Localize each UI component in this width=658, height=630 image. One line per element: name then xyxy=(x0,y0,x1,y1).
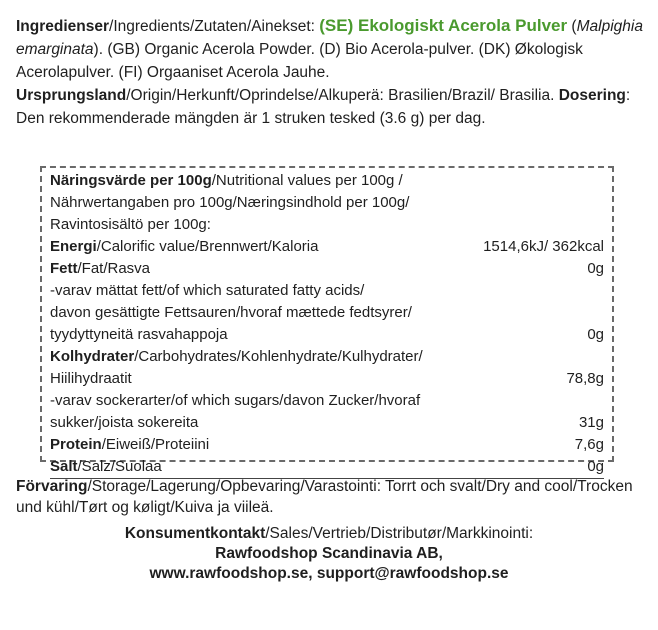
latin-name: Malpighia emarginata xyxy=(16,18,643,58)
storage-label: Förvaring xyxy=(16,478,88,495)
nutrition-row-carbs-2 xyxy=(50,368,604,390)
ingredients-section xyxy=(16,14,644,130)
contact-label: Konsumentkontakt xyxy=(124,525,266,542)
nutrition-row-saturated-2 xyxy=(50,302,604,324)
nutrition-header-text-3: Ravintosisältö per 100g: xyxy=(50,216,211,233)
row-label: sukker/joista sokereita xyxy=(50,414,199,431)
contact-section xyxy=(0,524,658,584)
web-and-email: www.rawfoodshop.se, support@rawfoodshop.se xyxy=(149,565,509,582)
nutrition-row-energy xyxy=(50,236,604,258)
dosage-label: Dosering xyxy=(558,87,626,104)
nutrition-header-line-2 xyxy=(50,192,604,214)
product-translations: . (GB) Organic Acerola Powder. (D) Bio Acerola-pulver. (DK) Økologisk Acerolapulver. (FI) Orgaaniset Acerola Jauhe. xyxy=(16,41,583,81)
nutrition-row-carbs-1 xyxy=(50,346,604,368)
nutrition-row-sugars-1 xyxy=(50,390,604,412)
storage-section xyxy=(16,476,644,518)
row-label: /Salz/Suolaa xyxy=(77,458,162,475)
nutrition-row-saturated-1 xyxy=(50,280,604,302)
nutrition-header-text-2: Nährwertangaben pro 100g/Næringsindhold per 100g/ xyxy=(50,194,410,211)
row-value: 0g xyxy=(587,260,604,277)
nutrition-row-saturated-3 xyxy=(50,324,604,346)
row-label: tyydyttyneitä rasvahappoja xyxy=(50,326,228,343)
row-value: 0g xyxy=(587,458,604,475)
nutrition-header-line-3 xyxy=(50,214,604,236)
nutrition-table xyxy=(40,166,614,475)
contact-label-translations: /Sales/Vertrieb/Distributør/Markkinointi: xyxy=(265,525,534,542)
row-value: 0g xyxy=(587,326,604,343)
row-label: /Eiweiß/Proteiini xyxy=(101,436,210,453)
row-value: 7,6g xyxy=(574,436,604,453)
row-bold-label: Kolhydrater xyxy=(50,348,135,365)
row-bold-label: Salt xyxy=(50,458,78,475)
row-label: /Carbohydrates/Kohlenhydrate/Kulhydrater/ xyxy=(134,348,423,365)
row-value: 1514,6kJ/ 362kcal xyxy=(483,238,604,255)
ingredients-label: Ingredienser xyxy=(16,18,110,35)
row-label: -varav mättat fett/of which saturated fatty acids/ xyxy=(50,282,365,299)
origin-text: /Origin/Herkunft/Oprindelse/Alkuperä: Brasilien/Brazil/ Brasilia. xyxy=(126,87,555,104)
row-bold-label: Fett xyxy=(50,260,78,277)
ingredients-label-translations: /Ingredients/Zutaten/Ainekset: xyxy=(109,18,320,35)
row-label: /Fat/Rasva xyxy=(77,260,151,277)
storage-text: /Storage/Lagerung/Opbevaring/Varastointi: Torrt och svalt/Dry and cool/Trocken und kühl/Tørt og køligt/Kuiva ja viileä. xyxy=(16,478,633,516)
row-value: 78,8g xyxy=(566,370,604,387)
row-bold-label: Protein xyxy=(50,436,102,453)
contact-line-1 xyxy=(0,524,658,544)
company-name: Rawfoodshop Scandinavia AB, xyxy=(215,545,443,562)
row-label: /Calorific value/Brennwert/Kaloria xyxy=(96,238,319,255)
origin-label: Ursprungsland xyxy=(16,87,127,104)
nutrition-row-protein xyxy=(50,434,604,456)
row-bold-label: Energi xyxy=(50,238,97,255)
nutrition-header-line-1 xyxy=(50,170,604,192)
nutrition-row-sugars-2 xyxy=(50,412,604,434)
latin-name-wrap: (Malpighia emarginata) xyxy=(16,18,643,58)
row-value: 31g xyxy=(578,414,604,431)
row-label: Hiilihydraatit xyxy=(50,370,132,387)
row-label: -varav sockerarter/of which sugars/davon Zucker/hvoraf xyxy=(50,392,421,409)
nutrition-header-rest: /Nutritional values per 100g / xyxy=(211,172,403,189)
nutrition-header-bold: Näringsvärde per 100g xyxy=(50,172,212,189)
dosage-text: : Den rekommenderade mängden är 1 struken tesked (3.6 g) per dag. xyxy=(16,87,631,127)
nutrition-row-fat xyxy=(50,258,604,280)
row-label: davon gesättigte Fettsauren/hvoraf mættede fedtsyrer/ xyxy=(50,304,412,321)
product-name: (SE) Ekologiskt Acerola Pulver xyxy=(319,16,568,35)
